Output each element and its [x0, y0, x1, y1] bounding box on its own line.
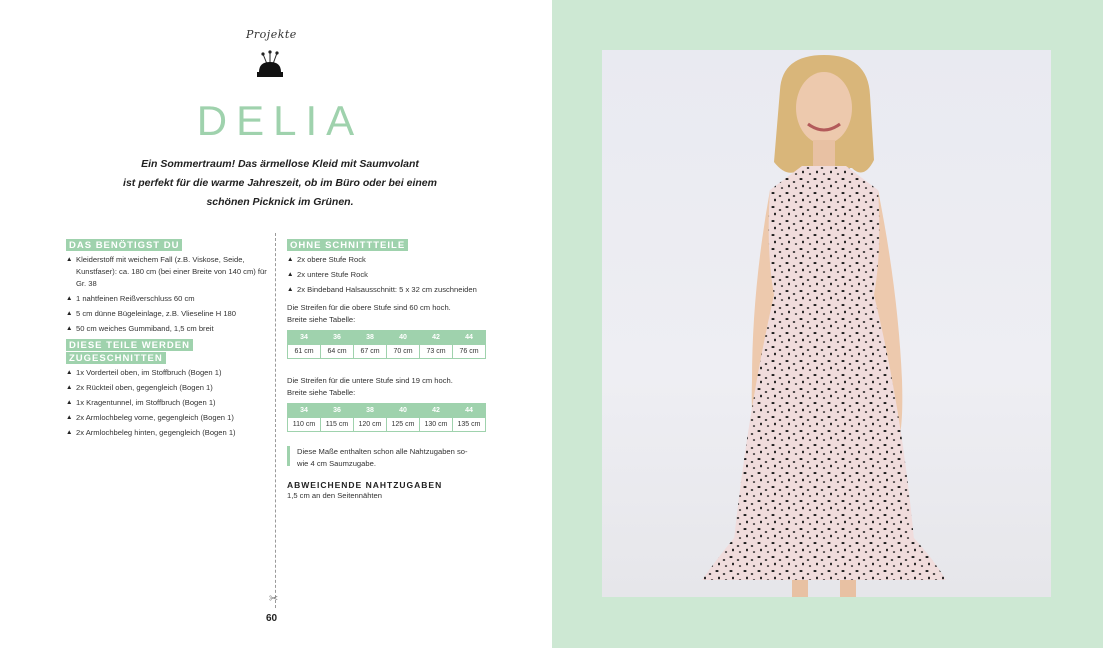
list-item: ▲ 50 cm weiches Gummiband, 1,5 cm breit — [66, 323, 271, 335]
list-item: ▲ 5 cm dünne Bügeleinlage, z.B. Vlieseline H 180 — [66, 308, 271, 320]
seam-heading: ABWEICHENDE NAHTZUGABEN — [287, 480, 443, 490]
intro-text — [110, 155, 450, 212]
model-illustration — [602, 50, 1051, 597]
width-cell: 125 cm — [387, 418, 420, 432]
width-cell: 73 cm — [420, 345, 453, 359]
size-cell: 40 — [387, 404, 420, 418]
list-item: ▲ 1x Kragentunnel, im Stoffbruch (Bogen 1) — [66, 397, 271, 409]
intro-line: Ein Sommertraum! Das ärmellose Kleid mit Saumvolant — [141, 158, 419, 170]
size-cell: 36 — [321, 331, 354, 345]
list-item: ▲ 1x Vorderteil oben, im Stoffbruch (Bogen 1) — [66, 367, 271, 379]
list-item: ▲ 2x untere Stufe Rock — [287, 269, 507, 281]
note-block — [287, 446, 507, 470]
width-cell: 115 cm — [321, 418, 354, 432]
table-row — [288, 345, 486, 359]
column-divider — [275, 233, 276, 608]
materials-list — [66, 254, 271, 335]
width-cell: 120 cm — [354, 418, 387, 432]
note-line: Diese Maße enthalten schon alle Nahtzugaben so- — [297, 447, 468, 456]
list-item: ▲ 1 nahtfeinen Reißverschluss 60 cm — [66, 293, 271, 305]
section-label: Projekte — [246, 28, 297, 41]
text-line: Die Streifen für die obere Stufe sind 60 cm hoch. — [287, 303, 451, 312]
size-cell: 38 — [354, 404, 387, 418]
no-pattern-heading: OHNE SCHNITTTEILE — [287, 239, 408, 251]
width-cell: 110 cm — [288, 418, 321, 432]
size-cell: 42 — [420, 404, 453, 418]
table-header-row — [288, 404, 486, 418]
width-cell: 76 cm — [453, 345, 486, 359]
list-item: ▲ 2x obere Stufe Rock — [287, 254, 507, 266]
size-cell: 42 — [420, 331, 453, 345]
list-item: ▲ 2x Bindeband Halsausschnitt: 5 x 32 cm zuschneiden — [287, 284, 507, 296]
scissors-icon: ✂ — [269, 593, 279, 605]
intro-line: schönen Picknick im Grünen. — [206, 196, 354, 208]
materials-heading: DAS BENÖTIGST DU — [66, 239, 182, 251]
list-item: ▲ Kleiderstoff mit weichem Fall (z.B. Viskose, Seide, Kunstfaser): ca. 180 cm (bei einer Breite von 140 cm) für Gr. 38 — [66, 254, 271, 290]
instructions-column — [287, 238, 507, 502]
list-item: ▲ 2x Rückteil oben, gegengleich (Bogen 1) — [66, 382, 271, 394]
size-cell: 44 — [453, 331, 486, 345]
text-line: Die Streifen für die untere Stufe sind 19 cm hoch. — [287, 376, 453, 385]
size-cell: 34 — [288, 331, 321, 345]
size-cell: 36 — [321, 404, 354, 418]
materials-column — [66, 238, 271, 442]
table-row — [288, 418, 486, 432]
width-cell: 70 cm — [387, 345, 420, 359]
size-cell: 44 — [453, 404, 486, 418]
pieces-list — [66, 367, 271, 439]
width-cell: 67 cm — [354, 345, 387, 359]
dress-photo — [602, 50, 1051, 597]
pieces-heading-line1: DIESE TEILE WERDEN — [66, 339, 193, 351]
note-line: wie 4 cm Saumzugabe. — [297, 459, 376, 468]
text-line: Breite siehe Tabelle: — [287, 315, 356, 324]
no-pattern-list — [287, 254, 507, 296]
size-cell: 34 — [288, 404, 321, 418]
note-marker-icon — [287, 446, 290, 466]
text-line: Breite siehe Tabelle: — [287, 388, 356, 397]
size-cell: 38 — [354, 331, 387, 345]
width-cell: 61 cm — [288, 345, 321, 359]
project-title: DELIA — [196, 97, 364, 144]
intro-line: ist perfekt für die warme Jahreszeit, ob im Büro oder bei einem — [123, 177, 437, 189]
pincushion-icon — [256, 50, 284, 80]
pieces-heading-line2: ZUGESCHNITTEN — [66, 352, 166, 364]
upper-tier-text — [287, 302, 507, 326]
width-cell: 64 cm — [321, 345, 354, 359]
list-item: ▲ 2x Armlochbeleg vorne, gegengleich (Bogen 1) — [66, 412, 271, 424]
seam-text: 1,5 cm an den Seitennähten — [287, 491, 382, 500]
table-header-row — [288, 331, 486, 345]
lower-tier-table — [287, 403, 486, 432]
width-cell: 135 cm — [453, 418, 486, 432]
upper-tier-table — [287, 330, 486, 359]
lower-tier-text — [287, 375, 507, 399]
size-cell: 40 — [387, 331, 420, 345]
list-item: ▲ 2x Armlochbeleg hinten, gegengleich (Bogen 1) — [66, 427, 271, 439]
page-number: 60 — [266, 613, 278, 624]
width-cell: 130 cm — [420, 418, 453, 432]
